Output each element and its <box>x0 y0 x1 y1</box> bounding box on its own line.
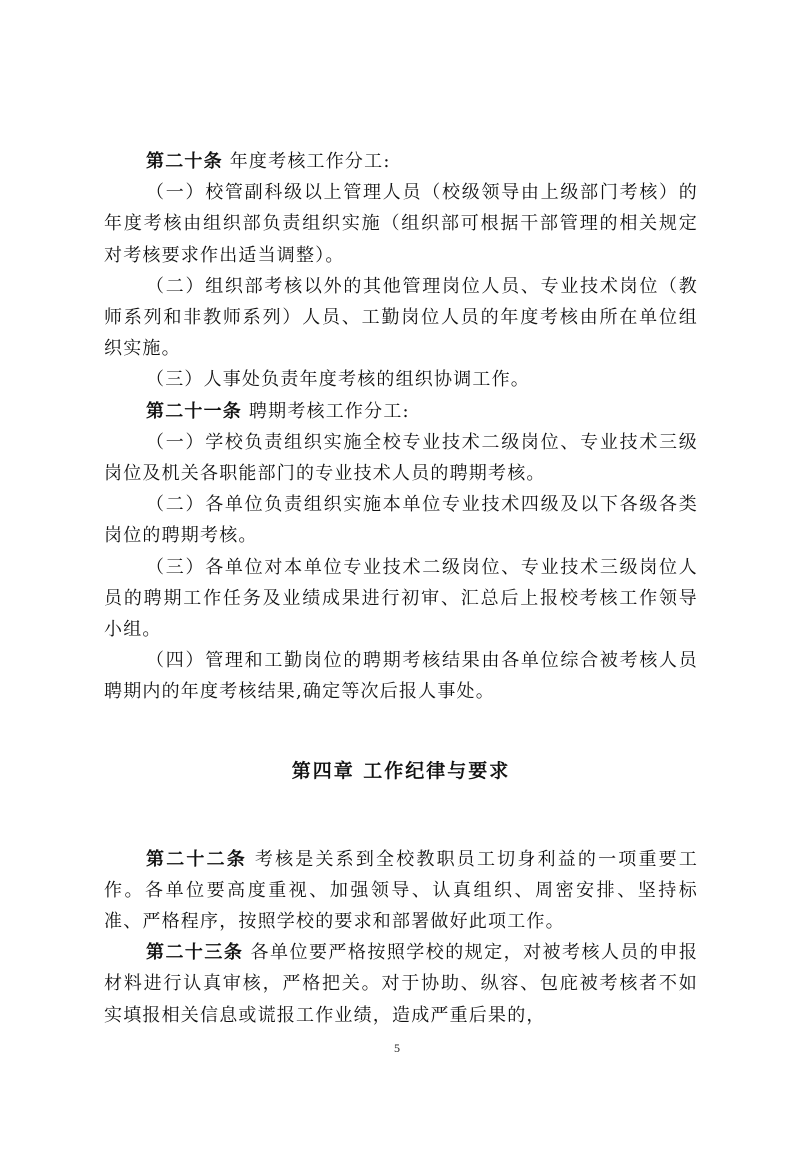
article-heading: 第二十一条 <box>146 400 242 422</box>
article-22 <box>104 844 698 938</box>
clause-21-1: （一）学校负责组织实施全校专业技术二级岗位、专业技术三级岗位及机关各职能部门的专业技术人员的聘期考核。 <box>104 431 698 485</box>
chapter-title: 第四章 工作纪律与要求 <box>291 759 511 782</box>
clause-20-3: （三）人事处负责年度考核的组织协调工作。 <box>146 369 530 391</box>
article-heading: 第二十二条 <box>146 848 247 870</box>
article-21 <box>104 396 698 427</box>
article-20 <box>104 146 698 177</box>
clause-21-2: （二）各单位负责组织实施本单位专业技术四级及以下各级各类岗位的聘期考核。 <box>104 494 698 547</box>
article-text: 考核是关系到全校教职员工切身利益的一项重要工作。各单位要高度重视、加强领导、认真组织、周密安排、坚持标准、严格程序，按照学校的要求和部署做好此项工作。 <box>104 848 699 933</box>
page-number: 5 <box>394 1041 400 1055</box>
clause-20-2: （二）组织部考核以外的其他管理岗位人员、专业技术岗位（教师系列和非教师系列）人员、工勤岗位人员的年度考核由所在单位组织实施。 <box>104 275 698 360</box>
clause-20-1: （一）校管副科级以上管理人员（校级领导由上级部门考核）的年度考核由组织部负责组织实施（组织部可根据干部管理的相关规定对考核要求作出适当调整）。 <box>104 182 698 266</box>
clause-21-3: （三）各单位对本单位专业技术二级岗位、专业技术三级岗位人员的聘期工作任务及业绩成果进行初审、汇总后上报校考核工作领导小组。 <box>104 556 698 641</box>
document-body <box>104 146 698 1031</box>
article-text: 年度考核工作分工: <box>229 151 391 172</box>
article-text: 聘期考核工作分工: <box>248 400 410 422</box>
article-heading: 第二十条 <box>146 151 223 172</box>
article-23 <box>104 937 698 1031</box>
article-heading: 第二十三条 <box>146 942 244 964</box>
article-text: 各单位要严格按照学校的规定，对被考核人员的申报材料进行认真审核，严格把关。对于协助、纵容、包庇被考核者不如实填报相关信息或谎报工作业绩，造成严重后果的， <box>104 942 699 1026</box>
clause-21-4: （四）管理和工勤岗位的聘期考核结果由各单位综合被考核人员聘期内的年度考核结果,确定等次后报人事处。 <box>104 650 698 703</box>
